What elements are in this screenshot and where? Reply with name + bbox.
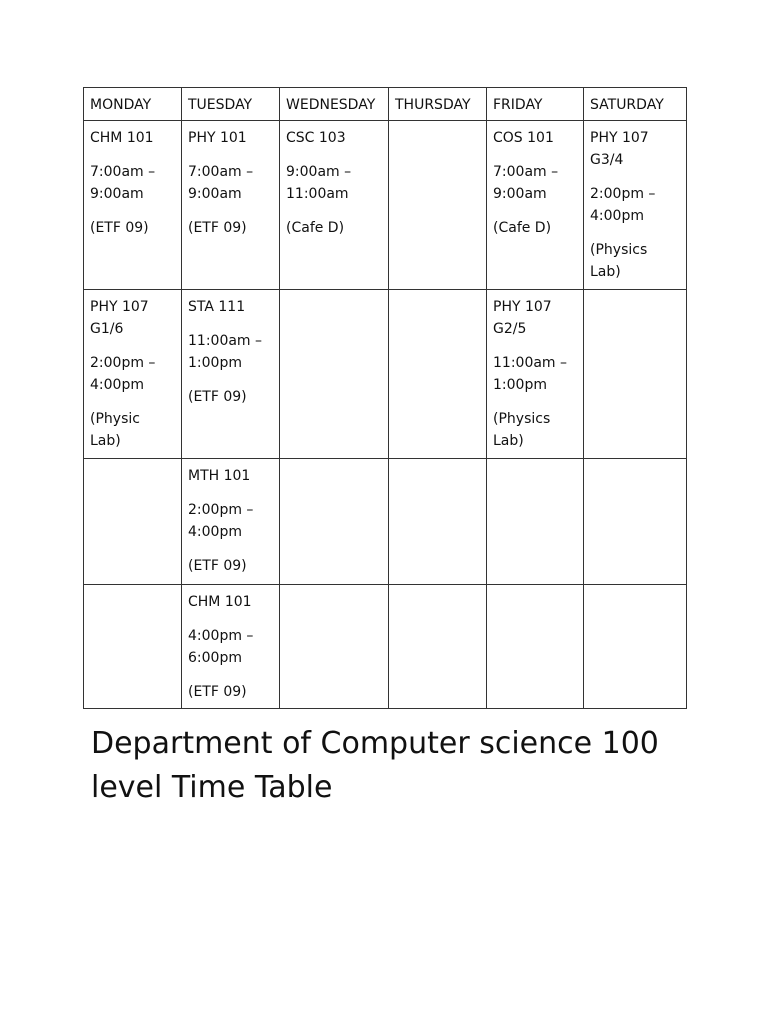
cell-tuesday — [182, 585, 280, 709]
timetable-caption: Department of Computer science 100 level Time Table — [91, 726, 659, 805]
cell-friday — [487, 585, 584, 709]
class-venue: (ETF 09) — [188, 558, 247, 574]
class-time: 2:00pm – 4:00pm — [90, 355, 156, 393]
header-saturday: SATURDAY — [584, 88, 687, 121]
class-time: 7:00am – 9:00am — [90, 164, 156, 202]
cell-wednesday — [280, 585, 389, 709]
class-time: 7:00am – 9:00am — [188, 164, 254, 202]
cell-saturday — [584, 121, 687, 290]
cell-monday — [84, 459, 182, 585]
cell-monday — [84, 585, 182, 709]
class-venue: (ETF 09) — [188, 220, 247, 236]
header-wednesday: WEDNESDAY — [280, 88, 389, 121]
cell-saturday — [584, 290, 687, 459]
course-code: MTH 101 — [188, 468, 251, 484]
cell-saturday — [584, 459, 687, 585]
cell-saturday — [584, 585, 687, 709]
class-venue: (ETF 09) — [90, 220, 149, 236]
cell-wednesday — [280, 121, 389, 290]
cell-thursday — [389, 290, 487, 459]
cell-thursday — [389, 585, 487, 709]
class-venue: (Cafe D) — [493, 220, 552, 236]
class-venue: (Cafe D) — [286, 220, 345, 236]
course-code: PHY 107 G1/6 — [90, 299, 149, 337]
cell-tuesday — [182, 290, 280, 459]
cell-monday — [84, 290, 182, 459]
course-code: CSC 103 — [286, 130, 346, 146]
cell-thursday — [389, 121, 487, 290]
class-time: 2:00pm – 4:00pm — [590, 186, 656, 224]
class-time: 9:00am – 11:00am — [286, 164, 352, 202]
cell-wednesday — [280, 290, 389, 459]
course-code: CHM 101 — [188, 594, 252, 610]
header-monday: MONDAY — [84, 88, 182, 121]
cell-wednesday — [280, 459, 389, 585]
table-row — [84, 459, 687, 585]
class-time: 11:00am – 1:00pm — [188, 333, 263, 371]
cell-friday — [487, 459, 584, 585]
header-friday: FRIDAY — [487, 88, 584, 121]
class-time: 4:00pm – 6:00pm — [188, 628, 254, 666]
class-time: 2:00pm – 4:00pm — [188, 502, 254, 540]
table-row — [84, 585, 687, 709]
course-code: PHY 107 G2/5 — [493, 299, 552, 337]
class-venue: (Physics Lab) — [590, 242, 648, 280]
table-row — [84, 290, 687, 459]
class-venue: (Physics Lab) — [493, 411, 551, 449]
course-code: STA 111 — [188, 299, 246, 315]
course-code: PHY 107 G3/4 — [590, 130, 649, 168]
cell-tuesday — [182, 121, 280, 290]
course-code: COS 101 — [493, 130, 554, 146]
cell-friday — [487, 290, 584, 459]
cell-monday — [84, 121, 182, 290]
class-venue: (ETF 09) — [188, 389, 247, 405]
table-row — [84, 121, 687, 290]
header-row — [84, 88, 687, 121]
class-venue: (Physic Lab) — [90, 411, 140, 449]
course-code: PHY 101 — [188, 130, 247, 146]
timetable — [83, 87, 687, 709]
header-thursday: THURSDAY — [389, 88, 487, 121]
cell-friday — [487, 121, 584, 290]
class-venue: (ETF 09) — [188, 684, 247, 700]
class-time: 7:00am – 9:00am — [493, 164, 559, 202]
header-tuesday: TUESDAY — [182, 88, 280, 121]
cell-tuesday — [182, 459, 280, 585]
class-time: 11:00am – 1:00pm — [493, 355, 568, 393]
cell-thursday — [389, 459, 487, 585]
course-code: CHM 101 — [90, 130, 154, 146]
